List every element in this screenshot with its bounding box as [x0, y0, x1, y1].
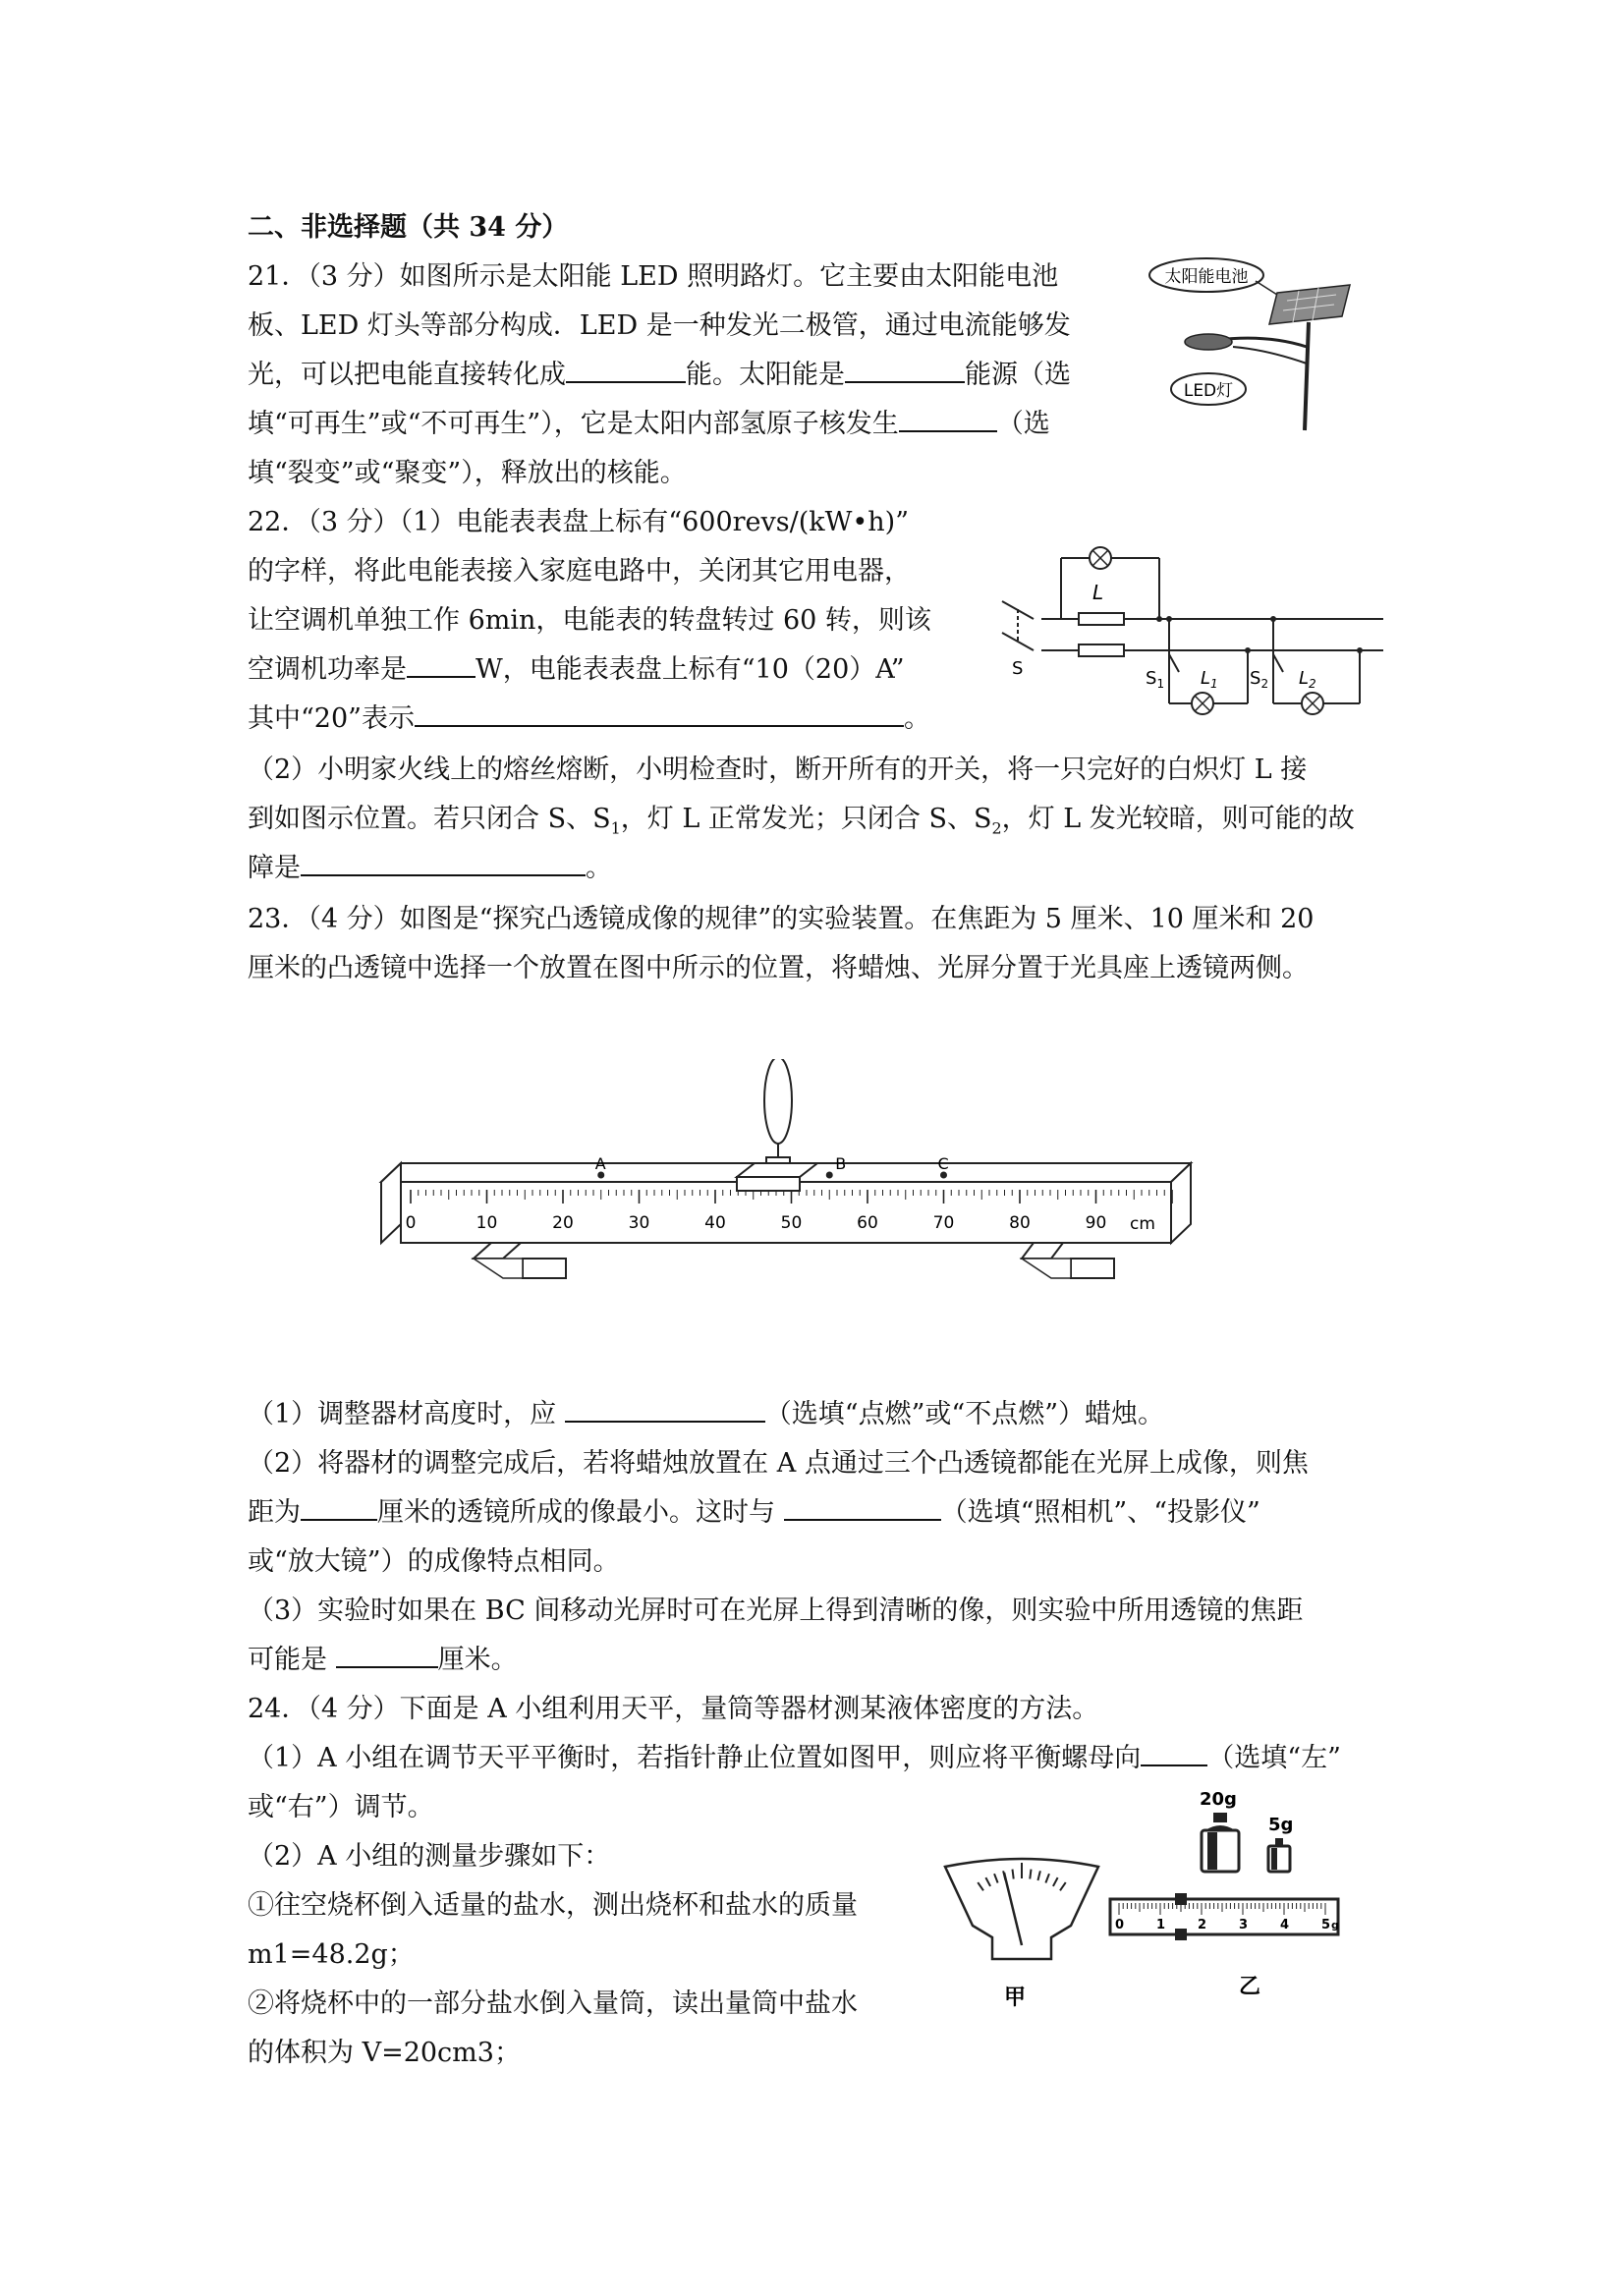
q21-text: 能。太阳能是 [686, 360, 845, 390]
q21-blank-3[interactable] [899, 405, 997, 432]
q23-sub-1 [248, 1395, 1164, 1434]
weight-20g-icon [1202, 1830, 1239, 1872]
q21-line-2: 板、LED 灯头等部分构成．LED 是一种发光二极管，通过电流能够发 [248, 310, 1071, 341]
q21-line-3 [248, 356, 1071, 395]
panel-label: 太阳能电池 [1164, 267, 1249, 287]
q23-blank-1[interactable] [565, 1395, 765, 1423]
ruler-tick-label: 50 [780, 1213, 803, 1233]
fig-yi-label: 乙 [1239, 1975, 1261, 1999]
q21-text: （选 [996, 409, 1050, 439]
q23-sub-3 [248, 1493, 1260, 1533]
switch-s-label: S [1012, 658, 1024, 679]
scale-label: 4 [1280, 1918, 1290, 1932]
q21-text: 填“可再生”或“不可再生”），它是太阳内部氢原子核发生 [248, 409, 899, 439]
s1-letter: S [1146, 668, 1157, 689]
weight-5g-label: 5g [1268, 1815, 1294, 1835]
circuit-diagram [982, 538, 1395, 735]
q24-line-5: ①往空烧杯倒入适量的盐水，测出烧杯和盐水的质量 [248, 1890, 858, 1921]
q22-subscript: 2 [991, 818, 1002, 838]
scale-unit-label: g [1331, 1919, 1339, 1932]
ruler-tick-label: 90 [1085, 1213, 1107, 1233]
q23-sub-5: （3）实验时如果在 BC 间移动光屏时可在光屏上得到清晰的像，则实验中所用透镜的焦距 [248, 1596, 1304, 1626]
q22-text: W，电能表表盘上标有“10（20）A” [476, 654, 905, 685]
q23-sub-4: 或“放大镜”）的成像特点相同。 [248, 1546, 620, 1577]
q21-text: 能源（选 [965, 360, 1071, 390]
convex-lens-icon [764, 1059, 792, 1144]
q23-text: （1）调整器材高度时，应 [248, 1399, 557, 1429]
q24-line-3: 或“右”）调节。 [248, 1792, 434, 1822]
q22-line-8 [248, 849, 612, 888]
q22-text: 。 [903, 703, 930, 734]
q23-text: 可能是 [248, 1645, 327, 1675]
lamp-pole-icon [1305, 322, 1309, 430]
q23-line-2: 厘米的凸透镜中选择一个放置在图中所示的位置，将蜡烛、光屏分置于光具座上透镜两侧。 [248, 953, 1309, 983]
lens-slider-icon [737, 1177, 800, 1191]
lamp-l1-label [1201, 668, 1218, 691]
scale-label: 2 [1198, 1918, 1207, 1932]
balance-dial-figure [933, 1847, 1110, 2014]
q23-blank-2[interactable] [301, 1493, 377, 1521]
q22-line-1: 22．（3 分）（1）电能表表盘上标有“600revs/(kW•h)” [248, 507, 910, 537]
q24-line-8: 的体积为 V=20cm3； [248, 2038, 521, 2068]
l1-letter: L [1201, 668, 1211, 689]
scale-label: 1 [1156, 1918, 1166, 1932]
l2-subscript: 2 [1309, 677, 1316, 691]
q22-line-2: 的字样，将此电能表接入家庭电路中，关闭其它用电器， [248, 556, 911, 587]
q24-line-1: 24．（4 分）下面是 A 小组利用天平，量筒等器材测某液体密度的方法。 [248, 1694, 1099, 1724]
q21-line-5: 填“裂变”或“聚变”），释放出的核能。 [248, 458, 687, 488]
s2-subscript: 2 [1260, 677, 1269, 691]
ruler-tick-label: 80 [1009, 1213, 1031, 1233]
fig-jia-label: 甲 [1004, 1986, 1027, 2010]
q21-blank-1[interactable] [566, 356, 686, 383]
bench-point-label: A [594, 1154, 606, 1173]
q22-text: 到如图示位置。若只闭合 S、S [248, 804, 611, 834]
solar-panel-icon [1269, 285, 1350, 324]
q24-line-4: （2）A 小组的测量步骤如下： [248, 1841, 611, 1872]
q23-blank-4[interactable] [336, 1641, 438, 1668]
scale-label: 3 [1239, 1918, 1249, 1932]
q22-line-5 [248, 700, 930, 739]
l1-subscript: 1 [1210, 677, 1218, 691]
q23-sub-2: （2）将器材的调整完成后，若将蜡烛放置在 A 点通过三个凸透镜都能在光屏上成像，则焦 [248, 1448, 1309, 1479]
ruler-tick-label: 20 [552, 1213, 574, 1233]
q21-line-4 [248, 405, 1050, 444]
rider-bottom-icon [1175, 1929, 1187, 1940]
q24-text: （选填“左” [1207, 1743, 1341, 1773]
ruler-tick-label: 0 [405, 1213, 417, 1233]
q22-blank-1[interactable] [407, 650, 476, 678]
bench-point-b [826, 1172, 833, 1179]
optical-bench-figure [373, 1059, 1218, 1313]
bench-foot-right [1071, 1259, 1114, 1278]
bench-foot-left [523, 1259, 566, 1278]
q21-line-1: 21．（3 分）如图所示是太阳能 LED 照明路灯。它主要由太阳能电池 [248, 261, 1059, 292]
l2-letter: L [1299, 668, 1310, 689]
q22-blank-2[interactable] [415, 700, 904, 727]
scale-label: 0 [1115, 1918, 1125, 1932]
q24-line-7: ②将烧杯中的一部分盐水倒入量筒，读出量筒中盐水 [248, 1988, 858, 2019]
q23-text: 距为 [248, 1497, 301, 1528]
q22-line-4 [248, 650, 905, 690]
ruler-tick-label: 40 [704, 1213, 726, 1233]
switch-s2-label [1250, 668, 1268, 691]
dial-tick [1030, 1870, 1031, 1879]
q23-line-1: 23．（4 分）如图是“探究凸透镜成像的规律”的实验装置。在焦距为 5 厘米、10 厘米和 20 [248, 904, 1315, 934]
fuse-icon [1079, 613, 1124, 625]
beam-scale-icon [1110, 1899, 1338, 1934]
rider-top-icon [1175, 1893, 1187, 1905]
weight-20g-label: 20g [1200, 1789, 1237, 1810]
q22-blank-3[interactable] [301, 849, 586, 876]
q21-blank-2[interactable] [845, 356, 965, 383]
ruler-tick-label: 10 [476, 1213, 498, 1233]
dial-tick [1012, 1870, 1013, 1879]
q23-blank-3[interactable] [784, 1493, 941, 1521]
q22-text: 空调机功率是 [248, 654, 407, 685]
q22-text: 其中“20”表示 [248, 703, 415, 734]
scale-label: 5 [1321, 1918, 1331, 1932]
q22-line-7 [248, 800, 1355, 848]
q22-text: 。 [586, 853, 612, 883]
led-lamp-head-icon [1185, 334, 1232, 350]
lamp-label: LED灯 [1183, 381, 1234, 401]
q22-subscript: 1 [610, 818, 621, 838]
q23-sub-6 [248, 1641, 518, 1680]
q22-text: ，灯 L 正常发光；只闭合 S、S [620, 804, 992, 834]
bench-unit-label: cm [1130, 1214, 1155, 1234]
section-title: 二、非选择题（共 34 分） [248, 212, 569, 243]
solar-street-lamp-figure [1140, 253, 1356, 440]
ruler-tick-label: 30 [628, 1213, 650, 1233]
q22-line-6: （2）小明家火线上的熔丝熔断，小明检查时，断开所有的开关，将一只完好的白炽灯 L 接 [248, 755, 1308, 785]
ruler-tick-label: 70 [932, 1213, 955, 1233]
lamp-label: L [1092, 581, 1104, 604]
s2-letter: S [1250, 668, 1261, 689]
q23-text: （选填“照相机”、“投影仪” [940, 1497, 1260, 1528]
lamp-l2-label [1299, 668, 1316, 691]
q22-text: 障是 [248, 853, 301, 883]
q21-text: 光，可以把电能直接转化成 [248, 360, 566, 390]
q24-text: （1）A 小组在调节天平平衡时，若指针静止位置如图甲，则应将平衡螺母向 [248, 1743, 1142, 1773]
bench-point-label: C [937, 1154, 949, 1173]
fuse-icon [1079, 644, 1124, 656]
ruler-tick-label: 60 [857, 1213, 878, 1233]
q22-line-3: 让空调机单独工作 6min，电能表的转盘转过 60 转，则该 [248, 605, 931, 636]
q22-text: ，灯 L 发光较暗，则可能的故 [1001, 804, 1355, 834]
s1-subscript: 1 [1156, 677, 1165, 691]
q23-text: （选填“点燃”或“不点燃”）蜡烛。 [764, 1399, 1164, 1429]
q24-line-2 [248, 1739, 1341, 1778]
q23-text: 厘米的透镜所成的像最小。这时与 [377, 1497, 775, 1528]
q23-text: 厘米。 [437, 1645, 518, 1675]
q24-line-6: m1=48.2g； [248, 1939, 415, 1970]
bench-left-face [381, 1163, 401, 1243]
bench-point-label: B [835, 1154, 847, 1173]
switch-s1-label [1146, 668, 1164, 691]
q24-blank-1[interactable] [1141, 1739, 1207, 1766]
weights-scale-figure [1105, 1783, 1351, 2011]
